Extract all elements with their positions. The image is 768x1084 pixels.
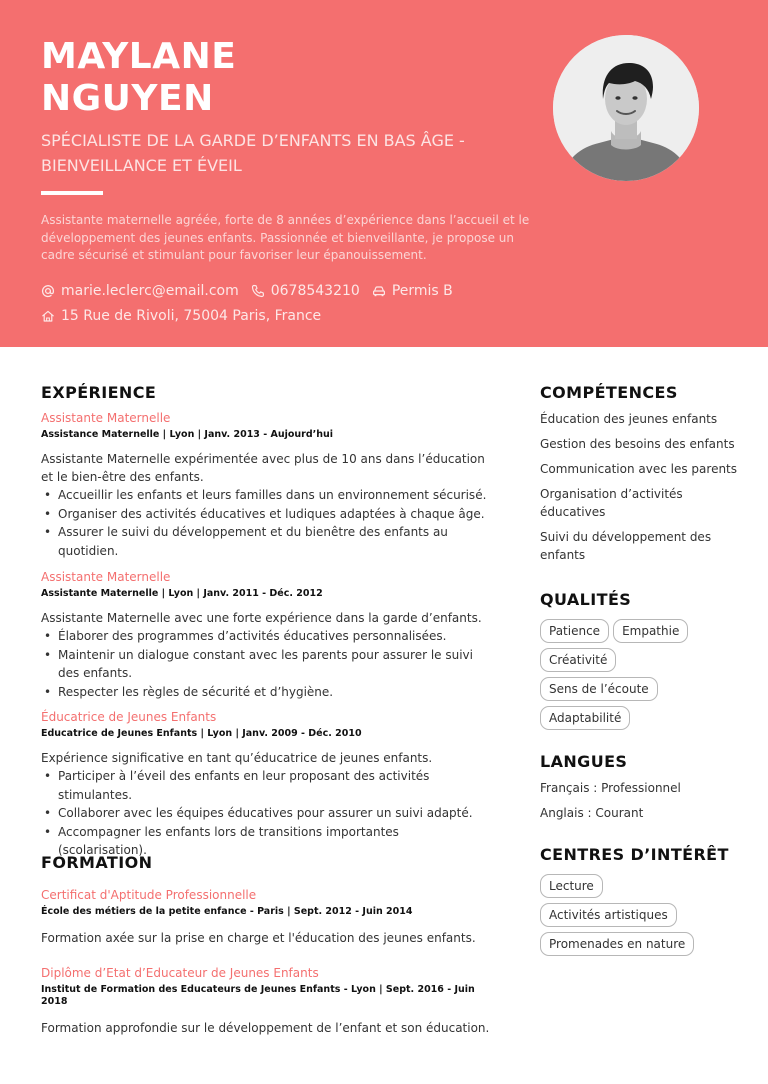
license-text: Permis B [391, 283, 453, 299]
interest-chip: Promenades en nature [540, 932, 694, 956]
experience-heading: EXPÉRIENCE [41, 383, 157, 402]
bullet-item: • Maintenir un dialogue constant avec les parents pour assurer le suivi des enfants. [41, 646, 491, 683]
contact-info [41, 282, 465, 325]
skill-item: Éducation des jeunes enfants [540, 412, 718, 426]
formation-section [41, 853, 491, 1037]
bullet-item: • Assurer le suivi du développement et du bienêtre des enfants au quotidien. [41, 523, 491, 560]
at-icon [41, 284, 55, 298]
candidate-name [41, 36, 236, 120]
job-description: Assistante Maternelle expérimentée avec plus de 10 ans dans l’éducation et le bien-être des enfants. [41, 452, 485, 484]
job-bullets [41, 627, 491, 701]
sidebar-column [540, 383, 740, 961]
quality-chip: Patience [540, 619, 609, 643]
title-divider [41, 191, 103, 195]
languages-section [540, 752, 740, 822]
bullet-item: • Respecter les règles de sécurité et d’hygiène. [41, 683, 491, 702]
skill-item: Gestion des besoins des enfants [540, 437, 735, 451]
bullet-item: • Accueillir les enfants et leurs familles dans un environnement sécurisé. [41, 486, 491, 505]
bullet-item: • Accompagner les enfants lors de transitions importantes (scolarisation). [41, 823, 491, 860]
profile-photo [553, 35, 699, 181]
bullet-item: • Élaborer des programmes d’activités éducatives personnalisées. [41, 627, 491, 646]
email-text: marie.leclerc@email.com [61, 283, 239, 299]
quality-chip: Empathie [613, 619, 688, 643]
language-item: Français : Professionnel [540, 781, 681, 795]
phone-icon [251, 284, 265, 298]
interests-heading: CENTRES D’INTÉRÊT [540, 845, 729, 864]
job-headline [41, 128, 511, 178]
skill-item: Organisation d’activités éducatives [540, 487, 683, 519]
language-item: Anglais : Courant [540, 806, 644, 820]
qualities-heading: QUALITÉS [540, 590, 632, 609]
quality-chip: Créativité [540, 648, 616, 672]
email-contact[interactable] [41, 283, 239, 299]
quality-chip: Sens de l’écoute [540, 677, 658, 701]
job-entry [41, 710, 491, 860]
bullet-item: • Collaborer avec les équipes éducatives pour assurer un suivi adapté. [41, 804, 491, 823]
qualities-chips [540, 619, 740, 735]
car-icon [372, 284, 386, 298]
header-banner [0, 0, 768, 347]
job-meta: Educatrice de Jeunes Enfants | Lyon | Janv. 2009 - Déc. 2010 [41, 728, 362, 739]
license-info [372, 283, 453, 299]
phone-contact[interactable] [251, 283, 360, 299]
phone-text: 0678543210 [270, 283, 360, 299]
job-title: Assistante Maternelle [41, 570, 171, 584]
job-description: Assistante Maternelle avec une forte expérience dans la garde d’enfants. [41, 611, 482, 625]
interest-chip: Lecture [540, 874, 603, 898]
headline-line2: BIENVEILLANCE ET ÉVEIL [41, 156, 242, 175]
interests-chips [540, 874, 740, 961]
name-last: NGUYEN [41, 78, 214, 119]
skills-heading: COMPÉTENCES [540, 383, 678, 402]
languages-heading: LANGUES [540, 752, 628, 771]
job-bullets [41, 486, 491, 560]
job-bullets [41, 767, 491, 860]
job-entry [41, 411, 491, 560]
formation-heading: FORMATION [41, 853, 153, 872]
job-description: Expérience significative en tant qu’éducatrice de jeunes enfants. [41, 751, 433, 765]
education-meta: École des métiers de la petite enfance - Paris | Sept. 2012 - Juin 2014 [41, 906, 413, 917]
profile-summary: Assistante maternelle agréée, forte de 8 années d’expérience dans l’accueil et le développement des jeunes enfants. Passionnée et bienveillante, je propose un cadre sécurisé et stimulant pour favoriser leur épanouissement. [41, 213, 530, 263]
qualities-section [540, 590, 740, 735]
education-description: Formation axée sur la prise en charge et l'éducation des jeunes enfants. [41, 931, 476, 945]
address-contact [41, 308, 321, 324]
bullet-item: • Organiser des activités éducatives et ludiques adaptées à chaque âge. [41, 505, 491, 524]
headline-line1: SPÉCIALISTE DE LA GARDE D’ENFANTS EN BAS ÂGE - [41, 131, 465, 150]
education-title: Diplôme d’Etat d’Educateur de Jeunes Enfants [41, 966, 319, 980]
education-title: Certificat d'Aptitude Professionnelle [41, 888, 257, 902]
experience-section [41, 383, 491, 860]
job-title: Assistante Maternelle [41, 411, 171, 425]
job-meta: Assistante Maternelle | Lyon | Janv. 2011 - Déc. 2012 [41, 588, 323, 599]
education-description: Formation approfondie sur le développement de l’enfant et son éducation. [41, 1021, 490, 1035]
interests-section [540, 845, 740, 961]
education-entry [41, 888, 491, 947]
job-entry [41, 570, 491, 701]
skills-section [540, 383, 740, 564]
education-meta: Institut de Formation des Educateurs de Jeunes Enfants - Lyon | Sept. 2016 - Juin 2018 [41, 984, 475, 1007]
interest-chip: Activités artistiques [540, 903, 677, 927]
address-text: 15 Rue de Rivoli, 75004 Paris, France [61, 308, 322, 324]
education-entry [41, 966, 491, 1037]
name-first: MAYLANE [41, 36, 237, 77]
job-title: Éducatrice de Jeunes Enfants [41, 710, 217, 724]
skill-item: Suivi du développement des enfants [540, 530, 712, 562]
home-icon [41, 309, 55, 323]
quality-chip: Adaptabilité [540, 706, 630, 730]
job-meta: Assistance Maternelle | Lyon | Janv. 2013 - Aujourd’hui [41, 429, 334, 440]
skill-item: Communication avec les parents [540, 462, 738, 476]
bullet-item: • Participer à l’éveil des enfants en leur proposant des activités stimulantes. [41, 767, 491, 804]
